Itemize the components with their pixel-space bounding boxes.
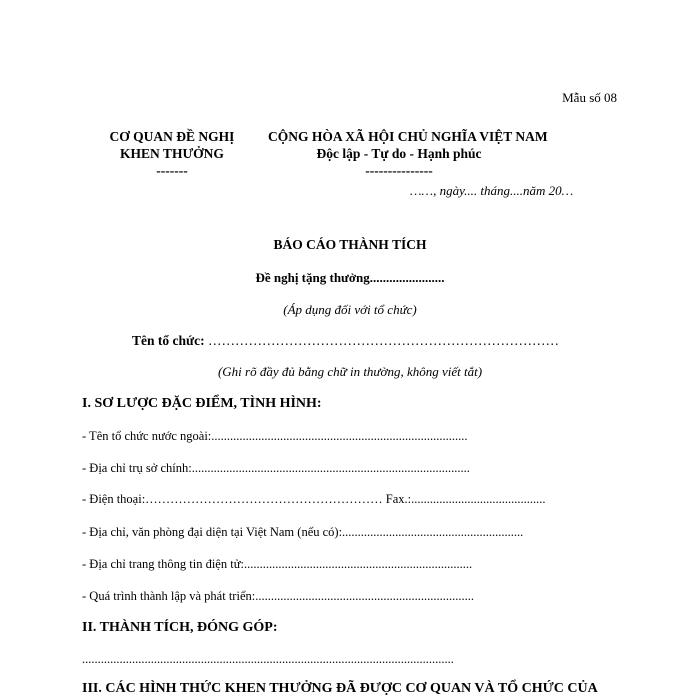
field-foreign-org-name: - Tên tổ chức nước ngoài:.................................................................................. [82, 429, 468, 443]
field-head-office-address: - Địa chỉ trụ sở chính:......................................................................................... [82, 461, 470, 475]
apply-note: (Áp dụng đối với tổ chức) [283, 302, 417, 317]
agency-line-2: KHEN THƯỞNG [120, 146, 224, 161]
nation-block [268, 128, 548, 179]
section-1-heading: I. SƠ LƯỢC ĐẶC ĐIỂM, TÌNH HÌNH: [82, 396, 322, 411]
section-3-heading: III. CÁC HÌNH THỨC KHEN THƯỞNG ĐÃ ĐƯỢC CƠ QUAN VÀ TỔ CHỨC CỦA [82, 681, 598, 696]
nation-motto: Độc lập - Tự do - Hạnh phúc [316, 146, 482, 161]
agency-rule: ------- [156, 163, 188, 178]
field-phone-fax: - Điện thoại:………………………………………………… Fax.:........................................... [82, 492, 546, 506]
org-name-line [132, 333, 559, 349]
nation-rule: --------------- [365, 163, 433, 178]
agency-block [84, 128, 260, 179]
section-2-dots: ....................................................................................................................... [82, 652, 454, 666]
date-line: ……, ngày.... tháng....năm 20… [410, 183, 574, 198]
award-proposal-line: Đề nghị tặng thưởng....................... [255, 270, 445, 285]
agency-line-1: CƠ QUAN ĐỀ NGHỊ [109, 129, 235, 144]
field-website: - Địa chỉ trang thông tin điện tử:......................................................................... [82, 557, 473, 571]
org-name-note: (Ghi rõ đầy đủ bằng chữ in thường, không viết tắt) [217, 364, 483, 379]
report-title: BÁO CÁO THÀNH TÍCH [273, 237, 427, 252]
nation-name: CỘNG HÒA XÃ HỘI CHỦ NGHĨA VIỆT NAM [268, 129, 548, 144]
org-name-dots: …………………………………………………………………… [207, 333, 559, 348]
org-name-label: Tên tổ chức: [132, 333, 205, 348]
section-2-heading: II. THÀNH TÍCH, ĐÓNG GÓP: [82, 620, 278, 635]
field-history: - Quá trình thành lập và phát triển:...................................................................... [82, 589, 474, 603]
field-representative-office: - Địa chỉ, văn phòng đại diện tại Việt Nam (nếu có):.......................................................... [82, 525, 524, 539]
form-number: Mẫu số 08 [562, 90, 617, 105]
